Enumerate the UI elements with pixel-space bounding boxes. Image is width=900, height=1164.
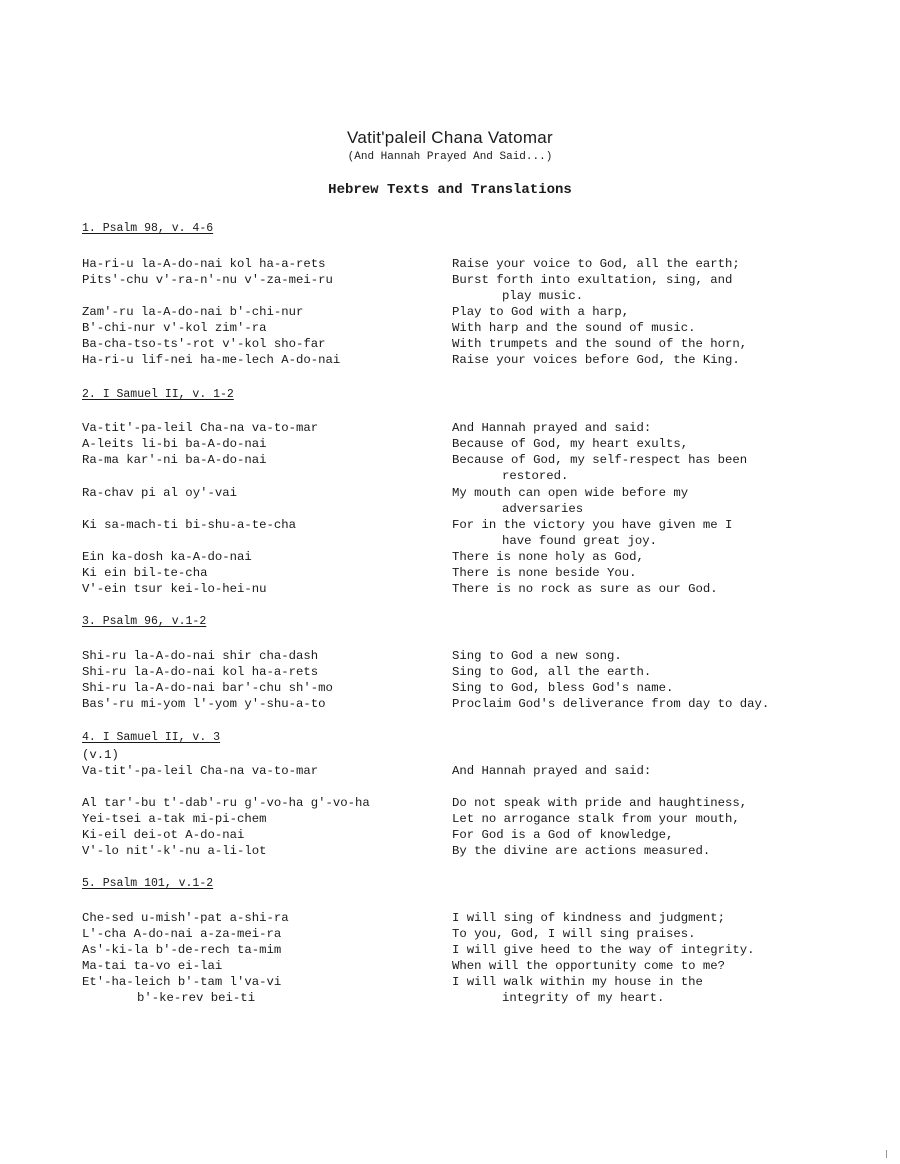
- translation-line: My mouth can open wide before my: [452, 486, 689, 500]
- translation-line: Raise your voices before God, the King.: [452, 353, 740, 367]
- translation-line: Do not speak with pride and haughtiness,: [452, 796, 748, 810]
- hebrew-line: Ba-cha-tso-ts'-rot v'-kol sho-far: [82, 337, 326, 351]
- hebrew-line: V'-lo nit'-k'-nu a-li-lot: [82, 844, 267, 858]
- translation-line: adversaries: [502, 502, 584, 516]
- hebrew-line: Ein ka-dosh ka-A-do-nai: [82, 550, 252, 564]
- translation-line: integrity of my heart.: [502, 991, 665, 1005]
- translation-line: Play to God with a harp,: [452, 305, 630, 319]
- hebrew-line: Bas'-ru mi-yom l'-yom y'-shu-a-to: [82, 697, 326, 711]
- hebrew-line: Zam'-ru la-A-do-nai b'-chi-nur: [82, 305, 304, 319]
- translation-line: have found great joy.: [502, 534, 657, 548]
- hebrew-line: Ra-ma kar'-ni ba-A-do-nai: [82, 453, 267, 467]
- translation-line: Let no arrogance stalk from your mouth,: [452, 812, 740, 826]
- section-title-2: 2. I Samuel II, v. 1-2: [82, 388, 234, 401]
- hebrew-line: Ra-chav pi al oy'-vai: [82, 486, 237, 500]
- hebrew-line: Va-tit'-pa-leil Cha-na va-to-mar: [82, 421, 319, 435]
- hebrew-line: Shi-ru la-A-do-nai shir cha-dash: [82, 649, 319, 663]
- translation-line: With trumpets and the sound of the horn,: [452, 337, 748, 351]
- section-title-5: 5. Psalm 101, v.1-2: [82, 877, 214, 890]
- translation-line: play music.: [502, 289, 584, 303]
- translation-line: I will give heed to the way of integrity.: [452, 943, 755, 957]
- hebrew-line: B'-chi-nur v'-kol zim'-ra: [82, 321, 267, 335]
- translation-line: restored.: [502, 469, 569, 483]
- translation-line: For in the victory you have given me I: [452, 518, 733, 532]
- section-heading: Hebrew Texts and Translations: [328, 182, 572, 198]
- translation-line: Burst forth into exultation, sing, and: [452, 273, 733, 287]
- hebrew-line: Ki-eil dei-ot A-do-nai: [82, 828, 245, 842]
- hebrew-line: Va-tit'-pa-leil Cha-na va-to-mar: [82, 764, 319, 778]
- translation-line: There is none beside You.: [452, 566, 637, 580]
- hebrew-line: Et'-ha-leich b'-tam l'va-vi: [82, 975, 282, 989]
- hebrew-line: Yei-tsei a-tak mi-pi-chem: [82, 812, 267, 826]
- hebrew-line: As'-ki-la b'-de-rech ta-mim: [82, 943, 282, 957]
- translation-line: Sing to God, all the earth.: [452, 665, 652, 679]
- translation-line: By the divine are actions measured.: [452, 844, 711, 858]
- section-title-3: 3. Psalm 96, v.1-2: [82, 615, 207, 628]
- hebrew-line: (v.1): [82, 748, 119, 762]
- hebrew-line: Che-sed u-mish'-pat a-shi-ra: [82, 911, 289, 925]
- hebrew-line: Shi-ru la-A-do-nai kol ha-a-rets: [82, 665, 319, 679]
- hebrew-line: A-leits li-bi ba-A-do-nai: [82, 437, 267, 451]
- hebrew-line: Ma-tai ta-vo ei-lai: [82, 959, 223, 973]
- translation-line: Because of God, my self-respect has been: [452, 453, 748, 467]
- hebrew-line: b'-ke-rev bei-ti: [137, 991, 256, 1005]
- translation-line: With harp and the sound of music.: [452, 321, 696, 335]
- translation-line: For God is a God of knowledge,: [452, 828, 674, 842]
- translation-line: Proclaim God's deliverance from day to day.: [452, 697, 770, 711]
- translation-line: Raise your voice to God, all the earth;: [452, 257, 740, 271]
- document-title: Vatit'paleil Chana Vatomar: [346, 128, 554, 147]
- section-title-1: 1. Psalm 98, v. 4-6: [82, 222, 214, 235]
- hebrew-line: V'-ein tsur kei-lo-hei-nu: [82, 582, 267, 596]
- translation-line: Sing to God, bless God's name.: [452, 681, 674, 695]
- hebrew-line: Shi-ru la-A-do-nai bar'-chu sh'-mo: [82, 681, 333, 695]
- hebrew-line: Pits'-chu v'-ra-n'-nu v'-za-mei-ru: [82, 273, 333, 287]
- hebrew-line: L'-cha A-do-nai a-za-mei-ra: [82, 927, 282, 941]
- translation-line: Because of God, my heart exults,: [452, 437, 689, 451]
- hebrew-line: Al tar'-bu t'-dab'-ru g'-vo-ha g'-vo-ha: [82, 796, 370, 810]
- translation-line: And Hannah prayed and said:: [452, 764, 652, 778]
- translation-line: When will the opportunity come to me?: [452, 959, 726, 973]
- section-title-4: 4. I Samuel II, v. 3: [82, 731, 221, 744]
- translation-line: There is no rock as sure as our God.: [452, 582, 718, 596]
- hebrew-line: Ki sa-mach-ti bi-shu-a-te-cha: [82, 518, 297, 532]
- hebrew-line: Ki ein bil-te-cha: [82, 566, 208, 580]
- translation-line: Sing to God a new song.: [452, 649, 622, 663]
- translation-line: There is none holy as God,: [452, 550, 644, 564]
- translation-line: I will walk within my house in the: [452, 975, 703, 989]
- document-subtitle: (And Hannah Prayed And Said...): [347, 151, 553, 163]
- translation-line: To you, God, I will sing praises.: [452, 927, 696, 941]
- translation-line: I will sing of kindness and judgment;: [452, 911, 726, 925]
- hebrew-line: Ha-ri-u lif-nei ha-me-lech A-do-nai: [82, 353, 341, 367]
- translation-line: And Hannah prayed and said:: [452, 421, 652, 435]
- scan-mark: [886, 1150, 887, 1158]
- hebrew-line: Ha-ri-u la-A-do-nai kol ha-a-rets: [82, 257, 326, 271]
